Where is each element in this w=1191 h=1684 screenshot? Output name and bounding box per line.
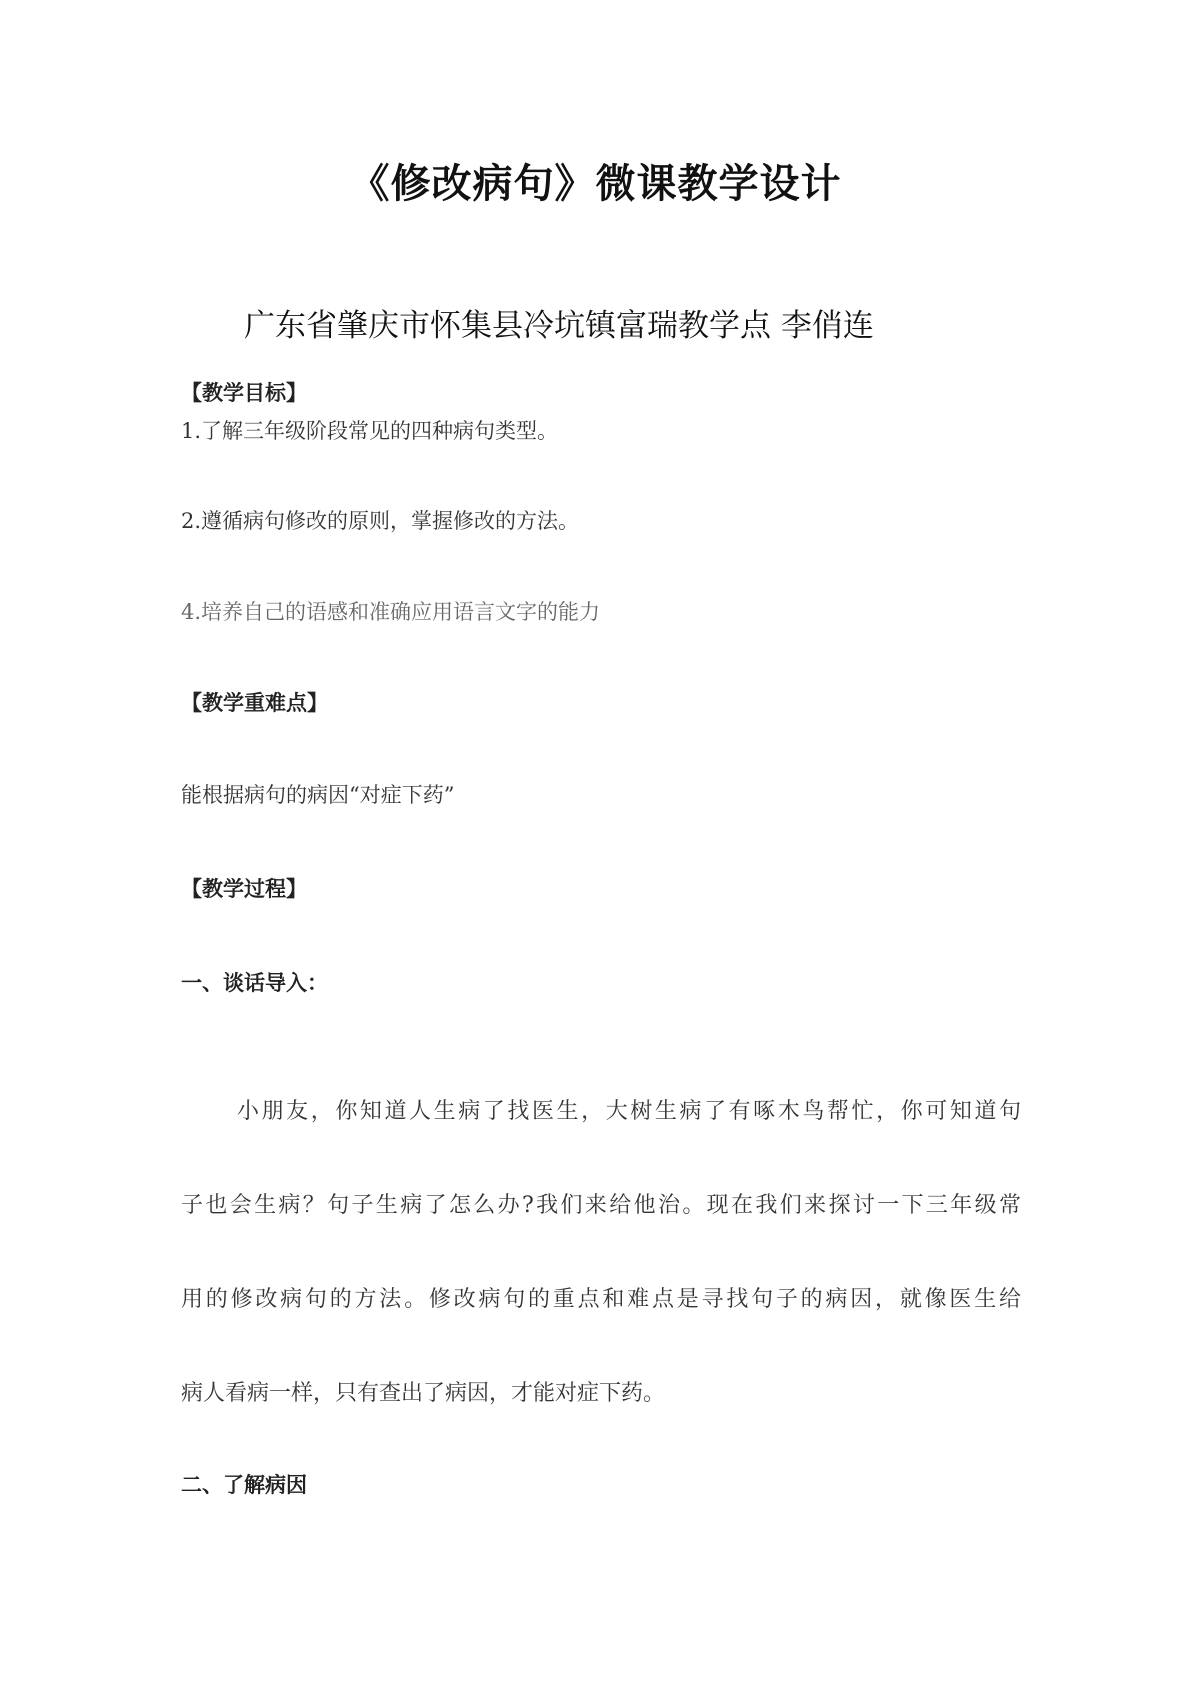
paragraph-line: 子也会生病？句子生病了怎么办?我们来给他治。现在我们来探讨一下三年级常: [181, 1193, 1021, 1218]
section-two-heading: 二、了解病因: [181, 1473, 307, 1497]
process-heading: 【教学过程】: [181, 877, 307, 901]
objective-item-3: 4.培养自己的语感和准确应用语言文字的能力: [181, 600, 601, 624]
author-line: 广东省肇庆市怀集县冷坑镇富瑞教学点 李俏连: [244, 308, 874, 344]
key-points-text: 能根据病句的病因“对症下药”: [181, 783, 455, 807]
objectives-heading: 【教学目标】: [181, 381, 307, 405]
objective-item-2: 2.遵循病句修改的原则，掌握修改的方法。: [181, 509, 580, 533]
paragraph-line: 病人看病一样，只有查出了病因，才能对症下药。: [181, 1381, 666, 1406]
section-one-heading: 一、谈话导入：: [181, 971, 328, 995]
document-title: 《修改病句》微课教学设计: [349, 161, 842, 207]
objective-item-1: 1.了解三年级阶段常见的四种病句类型。: [181, 419, 559, 443]
key-points-heading: 【教学重难点】: [181, 691, 328, 715]
paragraph-line: 小朋友，你知道人生病了找医生，大树生病了有啄木鸟帮忙，你可知道句: [237, 1099, 1021, 1124]
paragraph-line: 用的修改病句的方法。修改病句的重点和难点是寻找句子的病因，就像医生给: [181, 1287, 1021, 1312]
